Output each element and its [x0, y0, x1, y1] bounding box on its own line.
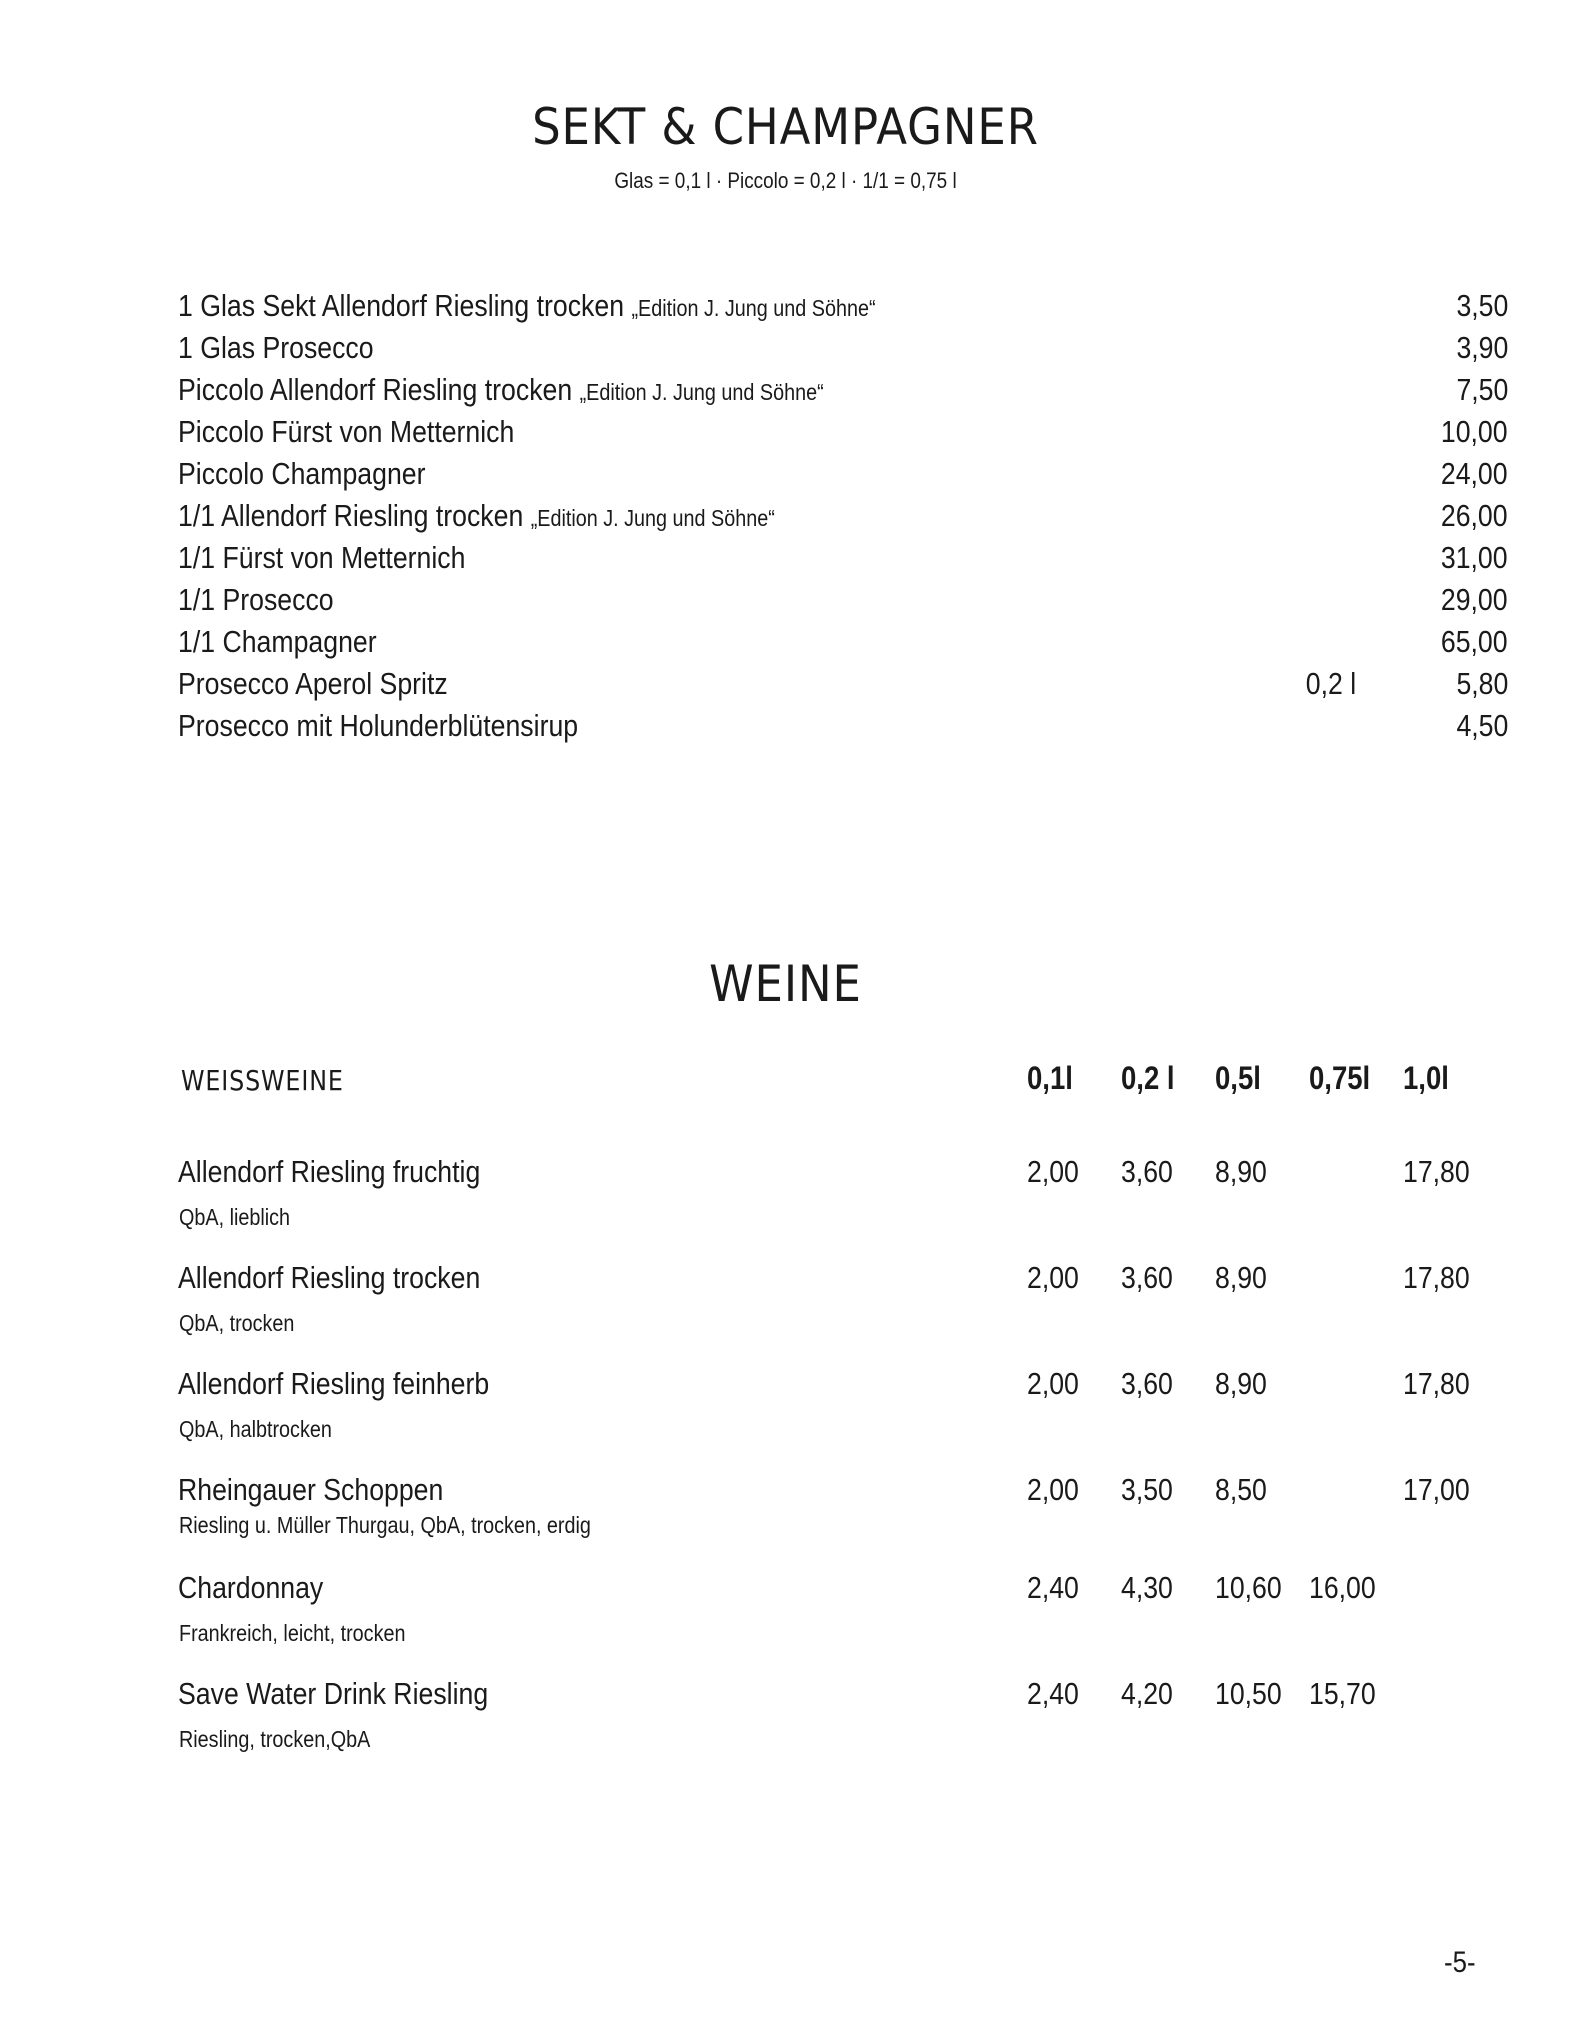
wine-name: Allendorf Riesling trocken [178, 1260, 481, 1295]
price-0-5l: 8,50 [1215, 1472, 1267, 1507]
wine-name: Save Water Drink Riesling [178, 1676, 489, 1711]
wine-description: QbA, trocken [179, 1310, 295, 1336]
item-name: Prosecco Aperol Spritz [178, 666, 448, 701]
list-item [178, 288, 1508, 330]
item-price: 26,00 [1441, 498, 1508, 533]
price-1-0l: 17,80 [1403, 1366, 1470, 1401]
column-header-0-1l: 0,1l [1027, 1060, 1073, 1096]
section-title-weissweine: WEISSWEINE [181, 1064, 344, 1097]
price-0-5l: 10,60 [1215, 1570, 1282, 1605]
wine-description: Riesling, trocken,QbA [179, 1726, 371, 1752]
price-1-0l: 17,80 [1403, 1260, 1470, 1295]
column-header-0-5l: 0,5l [1215, 1060, 1261, 1096]
price-0-1l: 2,40 [1027, 1570, 1079, 1605]
item-price: 31,00 [1441, 540, 1508, 575]
wine-description: QbA, lieblich [179, 1204, 291, 1230]
wine-description: Riesling u. Müller Thurgau, QbA, trocken, erdig [179, 1512, 591, 1538]
item-price: 3,90 [1456, 330, 1508, 365]
item-price: 10,00 [1441, 414, 1508, 449]
price-0-5l: 8,90 [1215, 1366, 1267, 1401]
price-0-5l: 8,90 [1215, 1260, 1267, 1295]
list-item [178, 666, 1508, 708]
item-name: Piccolo Fürst von Metternich [178, 414, 515, 449]
sekt-champagner-heading: SEKT & CHAMPAGNER [532, 98, 1039, 156]
item-note: „Edition J. Jung und Söhne“ [579, 379, 824, 405]
weine-table-header [0, 1060, 1571, 1100]
wine-item [0, 1366, 1571, 1466]
price-0-2l: 3,60 [1121, 1154, 1173, 1189]
wine-item [0, 1472, 1571, 1572]
price-0-5l: 10,50 [1215, 1676, 1282, 1711]
list-item [178, 456, 1508, 498]
price-0-2l: 4,20 [1121, 1676, 1173, 1711]
item-name: 1/1 Prosecco [178, 582, 334, 617]
item-name: 1/1 Champagner [178, 624, 377, 659]
price-0-1l: 2,00 [1027, 1366, 1079, 1401]
page-number: -5- [1444, 1946, 1476, 1979]
price-0-75l: 15,70 [1309, 1676, 1376, 1711]
item-note: „Edition J. Jung und Söhne“ [631, 295, 876, 321]
item-name: Prosecco mit Holunderblütensirup [178, 708, 579, 743]
item-price: 5,80 [1456, 666, 1508, 701]
column-header-0-75l: 0,75l [1309, 1060, 1371, 1096]
list-item [178, 414, 1508, 456]
price-0-1l: 2,00 [1027, 1154, 1079, 1189]
item-price: 7,50 [1456, 372, 1508, 407]
price-1-0l: 17,80 [1403, 1154, 1470, 1189]
list-item [178, 624, 1508, 666]
item-note: „Edition J. Jung und Söhne“ [530, 505, 775, 531]
wine-name: Allendorf Riesling feinherb [178, 1366, 490, 1401]
weine-heading: WEINE [709, 955, 862, 1013]
list-item [178, 372, 1508, 414]
item-price: 29,00 [1441, 582, 1508, 617]
list-item [178, 708, 1508, 750]
wine-description: Frankreich, leicht, trocken [179, 1620, 406, 1646]
price-0-2l: 3,60 [1121, 1260, 1173, 1295]
wine-name: Rheingauer Schoppen [178, 1472, 444, 1507]
wine-item [0, 1260, 1571, 1360]
list-item [178, 330, 1508, 372]
sekt-list [178, 288, 1508, 750]
price-0-1l: 2,00 [1027, 1472, 1079, 1507]
list-item [178, 498, 1508, 540]
item-price: 3,50 [1456, 288, 1508, 323]
item-price: 24,00 [1441, 456, 1508, 491]
price-0-2l: 3,50 [1121, 1472, 1173, 1507]
wine-item [0, 1570, 1571, 1670]
item-price: 4,50 [1456, 708, 1508, 743]
list-item [178, 582, 1508, 624]
wine-item [0, 1154, 1571, 1254]
item-name: 1/1 Fürst von Metternich [178, 540, 466, 575]
column-header-0-2l: 0,2 l [1121, 1060, 1175, 1096]
sekt-volume-legend: Glas = 0,1 l · Piccolo = 0,2 l · 1/1 = 0,75 l [614, 168, 957, 193]
price-0-5l: 8,90 [1215, 1154, 1267, 1189]
price-0-2l: 4,30 [1121, 1570, 1173, 1605]
wine-item [0, 1676, 1571, 1776]
price-0-1l: 2,00 [1027, 1260, 1079, 1295]
list-item [178, 540, 1508, 582]
item-name: Piccolo Champagner [178, 456, 426, 491]
item-name: 1 Glas Prosecco [178, 330, 374, 365]
item-price: 65,00 [1441, 624, 1508, 659]
price-0-75l: 16,00 [1309, 1570, 1376, 1605]
price-0-1l: 2,40 [1027, 1676, 1079, 1711]
wine-description: QbA, halbtrocken [179, 1416, 332, 1442]
item-volume: 0,2 l [1305, 666, 1357, 701]
column-header-1-0l: 1,0l [1403, 1060, 1449, 1096]
wine-name: Chardonnay [178, 1570, 324, 1605]
item-name: 1/1 Allendorf Riesling trocken [178, 498, 524, 533]
wine-name: Allendorf Riesling fruchtig [178, 1154, 481, 1189]
item-name: 1 Glas Sekt Allendorf Riesling trocken [178, 288, 625, 323]
price-1-0l: 17,00 [1403, 1472, 1470, 1507]
price-0-2l: 3,60 [1121, 1366, 1173, 1401]
item-name: Piccolo Allendorf Riesling trocken [178, 372, 573, 407]
